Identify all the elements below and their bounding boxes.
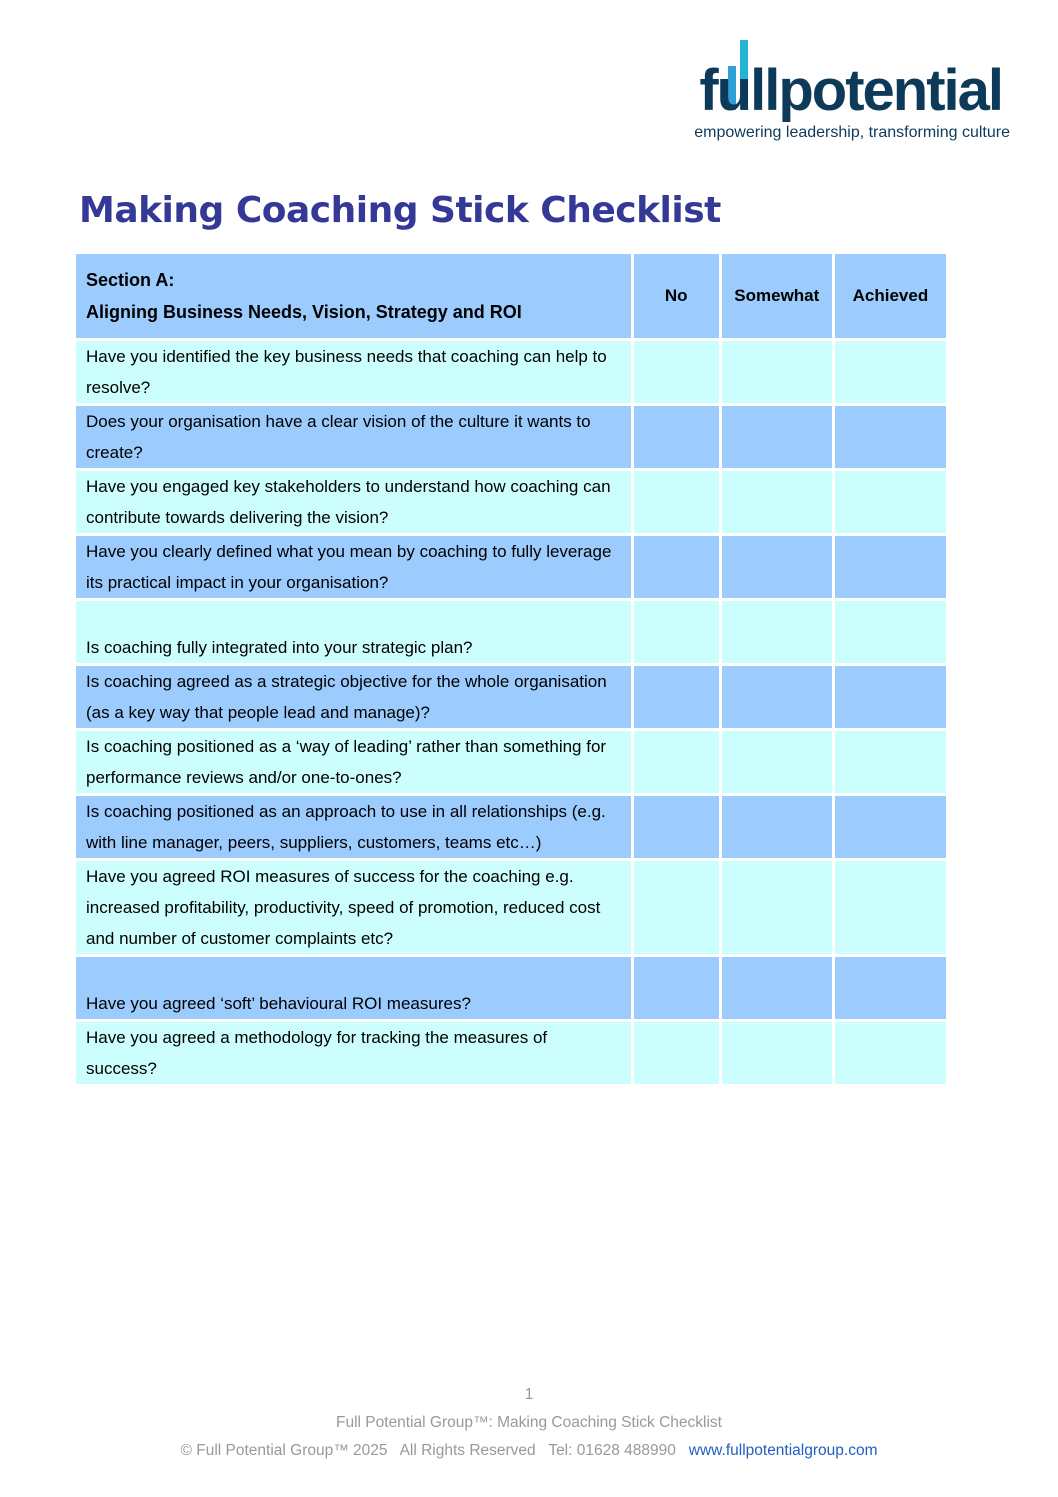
question-text: Is coaching fully integrated into your strategic plan?	[76, 601, 631, 663]
logo-wordmark: fullpotential	[699, 58, 1002, 123]
answer-cell-achieved[interactable]	[835, 1022, 946, 1084]
question-text: Have you agreed ‘soft’ behavioural ROI measures?	[76, 957, 631, 1019]
answer-cell-somewhat[interactable]	[722, 861, 832, 954]
table-row	[76, 666, 946, 728]
table-row	[76, 601, 946, 663]
table-row	[76, 471, 946, 533]
footer-doc-title: Full Potential Group™: Making Coaching Stick Checklist	[336, 1414, 722, 1431]
answer-cell-no[interactable]	[634, 731, 719, 793]
answer-cell-achieved[interactable]	[835, 406, 946, 468]
question-text: Is coaching positioned as an approach to use in all relationships (e.g. with line manager, peers, suppliers, customers, teams etc…)	[76, 796, 631, 858]
answer-cell-achieved[interactable]	[835, 341, 946, 403]
question-text: Have you agreed ROI measures of success for the coaching e.g. increased profitability, productivity, speed of promotion, reduced cost and number of customer complaints etc?	[76, 861, 631, 954]
answer-cell-achieved[interactable]	[835, 666, 946, 728]
answer-cell-no[interactable]	[634, 861, 719, 954]
answer-cell-achieved[interactable]	[835, 796, 946, 858]
column-header-no: No	[634, 254, 719, 338]
question-text: Have you clearly defined what you mean by coaching to fully leverage its practical impact in your organisation?	[76, 536, 631, 598]
section-title: Aligning Business Needs, Vision, Strategy and ROI	[86, 302, 522, 322]
answer-cell-achieved[interactable]	[835, 471, 946, 533]
answer-cell-somewhat[interactable]	[722, 406, 832, 468]
answer-cell-no[interactable]	[634, 406, 719, 468]
table-row	[76, 341, 946, 403]
website-link[interactable]: www.fullpotentialgroup.com	[688, 1442, 878, 1459]
footer-copyright: © Full Potential Group™ 2025 All Rights Reserved Tel: 01628 488990	[180, 1442, 676, 1459]
checklist-table	[73, 251, 949, 1087]
section-header	[76, 254, 631, 338]
answer-cell-achieved[interactable]	[835, 861, 946, 954]
question-text: Does your organisation have a clear vision of the culture it wants to create?	[76, 406, 631, 468]
answer-cell-somewhat[interactable]	[722, 601, 832, 663]
question-text: Have you engaged key stakeholders to understand how coaching can contribute towards delivering the vision?	[76, 471, 631, 533]
answer-cell-no[interactable]	[634, 666, 719, 728]
logo-tagline: empowering leadership, transforming culture	[694, 124, 1010, 141]
question-text: Have you agreed a methodology for tracking the measures of success?	[76, 1022, 631, 1084]
answer-cell-somewhat[interactable]	[722, 1022, 832, 1084]
table-row	[76, 861, 946, 954]
answer-cell-somewhat[interactable]	[722, 471, 832, 533]
answer-cell-achieved[interactable]	[835, 957, 946, 1019]
answer-cell-no[interactable]	[634, 341, 719, 403]
answer-cell-somewhat[interactable]	[722, 731, 832, 793]
question-text: Have you identified the key business needs that coaching can help to resolve?	[76, 341, 631, 403]
answer-cell-somewhat[interactable]	[722, 957, 832, 1019]
page-title: Making Coaching Stick Checklist	[79, 190, 721, 231]
answer-cell-achieved[interactable]	[835, 601, 946, 663]
table-header-row	[76, 254, 946, 338]
table-row	[76, 1022, 946, 1084]
answer-cell-somewhat[interactable]	[722, 536, 832, 598]
answer-cell-no[interactable]	[634, 796, 719, 858]
answer-cell-no[interactable]	[634, 471, 719, 533]
answer-cell-no[interactable]	[634, 957, 719, 1019]
table-row	[76, 957, 946, 1019]
page-number: 1	[524, 1386, 534, 1403]
footer-copyright-line	[0, 1442, 1058, 1460]
answer-cell-somewhat[interactable]	[722, 796, 832, 858]
answer-cell-no[interactable]	[634, 601, 719, 663]
answer-cell-achieved[interactable]	[835, 731, 946, 793]
answer-cell-somewhat[interactable]	[722, 666, 832, 728]
company-logo	[680, 36, 1010, 151]
table-row	[76, 536, 946, 598]
question-text: Is coaching positioned as a ‘way of leading’ rather than something for performance reviews and/or one-to-ones?	[76, 731, 631, 793]
answer-cell-somewhat[interactable]	[722, 341, 832, 403]
table-row	[76, 796, 946, 858]
column-header-achieved: Achieved	[835, 254, 946, 338]
question-text: Is coaching agreed as a strategic objective for the whole organisation (as a key way that people lead and manage)?	[76, 666, 631, 728]
table-row	[76, 406, 946, 468]
answer-cell-no[interactable]	[634, 536, 719, 598]
column-header-somewhat: Somewhat	[722, 254, 832, 338]
section-label: Section A:	[86, 270, 175, 290]
table-row	[76, 731, 946, 793]
answer-cell-achieved[interactable]	[835, 536, 946, 598]
answer-cell-no[interactable]	[634, 1022, 719, 1084]
